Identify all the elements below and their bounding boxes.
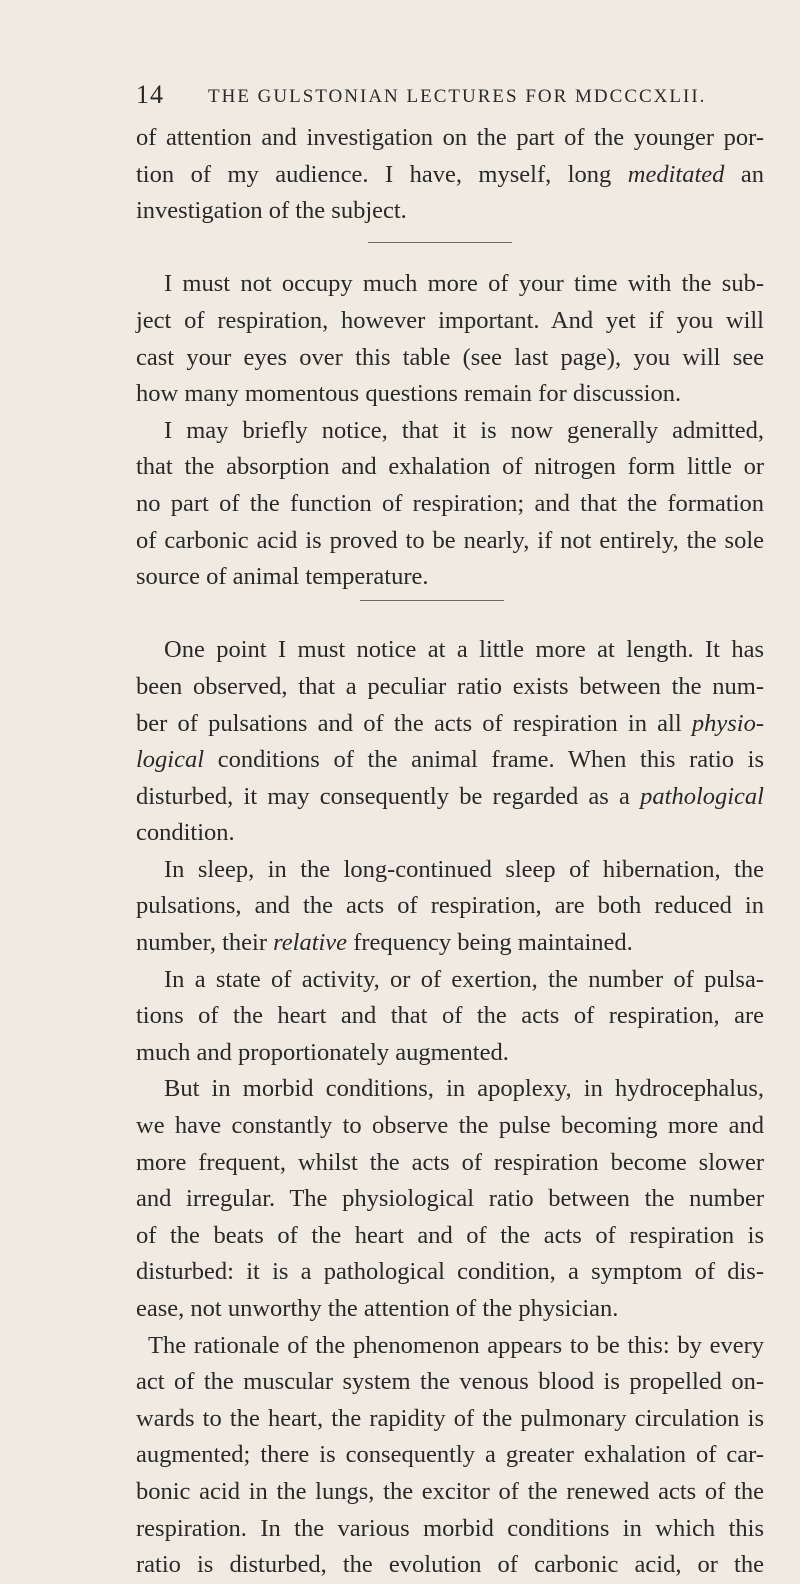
page-number: 14 [136,80,164,109]
text-line: One point I must notice at a little more at length. It has [164,636,764,664]
text-line: of carbonic acid is proved to be nearly, if not entirely, the sole [136,526,764,554]
italic-word: meditated [627,160,725,188]
text-line: wards to the heart, the rapidity of the pulmonary circulation is [136,1404,764,1432]
text-run: number, their [136,929,274,957]
running-head [120,80,760,112]
text-line: In sleep, in the long-continued sleep of hibernation, the [164,855,764,883]
text-line: augmented; there is consequently a greater exhalation of car- [136,1441,764,1469]
text-line [136,742,764,779]
text-run: tion of my audience. I have, myself, long [136,160,628,188]
text-line: pulsations, and the acts of respiration, are both reduced in [136,892,764,920]
text-line [136,706,764,743]
text-run: disturbed, it may consequently be regarded as a [136,782,641,810]
text-line: investigation of the subject. [136,197,407,225]
text-line: ratio is disturbed, the evolution of carbonic acid, or the [136,1551,764,1579]
text-line: no part of the function of respiration; and that the formation [136,489,764,517]
text-line: been observed, that a peculiar ratio exists between the num- [136,672,764,700]
text-line: act of the muscular system the venous blood is propelled on- [136,1368,764,1396]
text-run: an [724,160,764,188]
text-line: I must not occupy much more of your time with the sub- [164,270,764,298]
text-line: bonic acid in the lungs, the excitor of the renewed acts of the [136,1477,764,1505]
text-line: ease, not unworthy the attention of the physician. [136,1295,619,1322]
italic-word: relative [273,929,348,957]
divider-rule [360,600,504,601]
text-line: more frequent, whilst the acts of respiration become slower [136,1148,764,1176]
text-line: cast your eyes over this table (see last page), you will see [136,343,764,371]
text-line [136,157,764,194]
text-line: we have constantly to observe the pulse becoming more and [136,1112,764,1140]
text-line: and irregular. The physiological ratio between the number [136,1185,764,1213]
body-text [136,120,764,1584]
text-line: condition. [136,819,235,847]
text-run: conditions of the animal frame. When this ratio is [204,746,764,774]
section-divider [136,230,764,267]
text-line: The rationale of the phenomenon appears to be this: by every [148,1331,764,1359]
text-line: respiration. In the various morbid conditions in which this [136,1514,764,1542]
italic-word: physio- [691,709,764,737]
text-line: of attention and investigation on the part of the younger por- [136,124,764,151]
divider-rule [368,242,512,243]
text-line: But in morbid conditions, in apoplexy, in hydrocephalus, [164,1075,764,1103]
text-line [136,779,764,816]
text-line: that the absorption and exhalation of nitrogen form little or [136,453,764,481]
text-line: disturbed: it is a pathological condition, a symptom of dis- [136,1258,764,1286]
running-title: THE GULSTONIAN LECTURES FOR MDCCCXLII. [208,86,707,107]
text-run: ber of pulsations and of the acts of respiration in all [136,709,692,737]
section-divider [136,596,764,633]
text-line: I may briefly notice, that it is now generally admitted, [164,416,764,444]
text-line: source of animal temperature. [136,563,429,591]
text-line [136,925,764,962]
text-line: much and proportionately augmented. [136,1038,509,1066]
italic-word: logical [136,746,205,774]
text-line: ject of respiration, however important. And yet if you will [136,306,764,334]
text-line: In a state of activity, or of exertion, the number of pulsa- [164,965,764,993]
text-line: tions of the heart and that of the acts of respiration, are [136,1002,764,1030]
italic-word: pathological [640,782,764,810]
text-run: frequency being maintained. [347,929,633,957]
text-line: of the beats of the heart and of the acts of respiration is [136,1221,764,1249]
text-line: how many momentous questions remain for discussion. [136,380,682,408]
